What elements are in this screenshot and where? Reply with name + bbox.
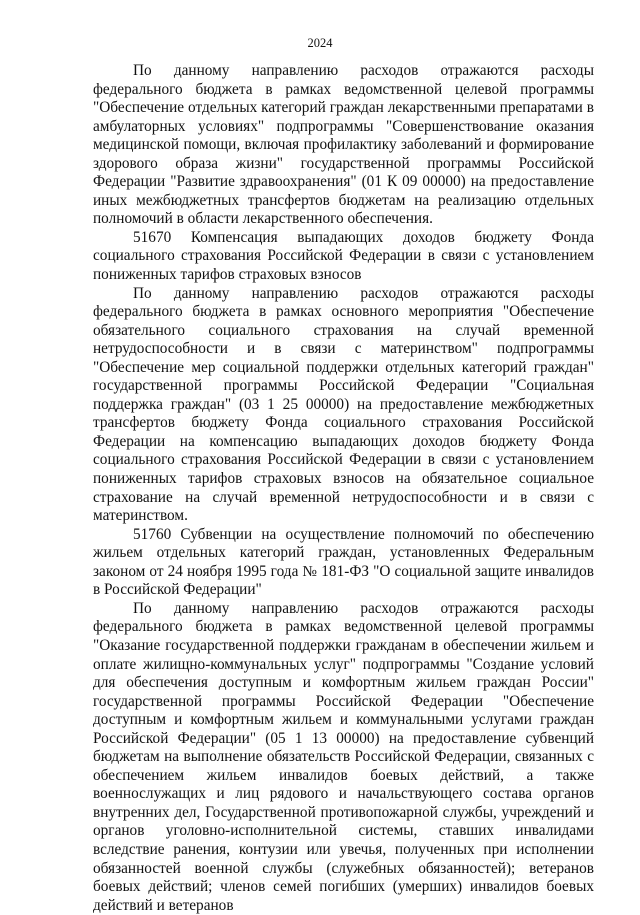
document-body bbox=[93, 62, 594, 915]
paragraph-2-code-51670: 51670 Компенсация выпадающих доходов бюджету Фонда социального страхования Российской Федерации в связи с установлением пониженных тарифов страховых взносов bbox=[93, 228, 594, 284]
paragraph-3: По данному направлению расходов отражаются расходы федерального бюджета в рамках основного мероприятия "Обеспечение обязательного социального страхования на случай временной нетрудоспособности и в связи с материнством" подпрограммы "Обеспечение мер социальной поддержки отдельных категорий граждан" государственной программы Российской Федерации "Социальная поддержка граждан" (03 1 25 00000) на предоставление межбюджетных трансфертов бюджету Фонда социального страхования Российской Федерации на компенсацию выпадающих доходов бюджету Фонда социального страхования Российской Федерации в связи с установлением пониженных тарифов страховых взносов на обязательное социальное страхование на случай временной нетрудоспособности и в связи с материнством. bbox=[93, 284, 594, 525]
paragraph-4-code-51760: 51760 Субвенции на осуществление полномочий по обеспечению жильем отдельных категорий граждан, установленных Федеральным законом от 24 ноября 1995 года № 181-ФЗ "О социальной защите инвалидов в Российской Федерации" bbox=[93, 525, 594, 599]
page-number: 2024 bbox=[307, 36, 333, 50]
paragraph-1: По данному направлению расходов отражаются расходы федерального бюджета в рамках ведомственной целевой программы "Обеспечение отдельных категорий граждан лекарственными препаратами в амбулаторных условиях" подпрограммы "Совершенствование оказания медицинской помощи, включая профилактику заболеваний и формирование здорового образа жизни" государственной программы Российской Федерации "Развитие здравоохранения" (01 К 09 00000) на предоставление иных межбюджетных трансфертов бюджетам на реализацию отдельных полномочий в области лекарственного обеспечения. bbox=[93, 62, 594, 228]
paragraph-5: По данному направлению расходов отражаются расходы федерального бюджета в рамках ведомственной целевой программы "Оказание государственной поддержки гражданам в обеспечении жильем и оплате жилищно-коммунальных услуг" подпрограммы "Создание условий для обеспечения доступным и комфортным жильем граждан России" государственной программы Российской Федерации "Обеспечение доступным и комфортным жильем и коммунальными услугами граждан Российской Федерации" (05 1 13 00000) на предоставление субвенций бюджетам на выполнение обязательств Российской Федерации, связанных с обеспечением жильем инвалидов боевых действий, а также военнослужащих и лиц рядового и начальствующего состава органов внутренних дел, Государственной противопожарной службы, учреждений и органов уголовно-исполнительной системы, ставших инвалидами вследствие ранения, контузии или увечья, полученных при исполнении обязанностей военной службы (служебных обязанностей); ветеранов боевых действий; членов семей погибших (умерших) инвалидов боевых действий и ветеранов bbox=[93, 599, 594, 914]
